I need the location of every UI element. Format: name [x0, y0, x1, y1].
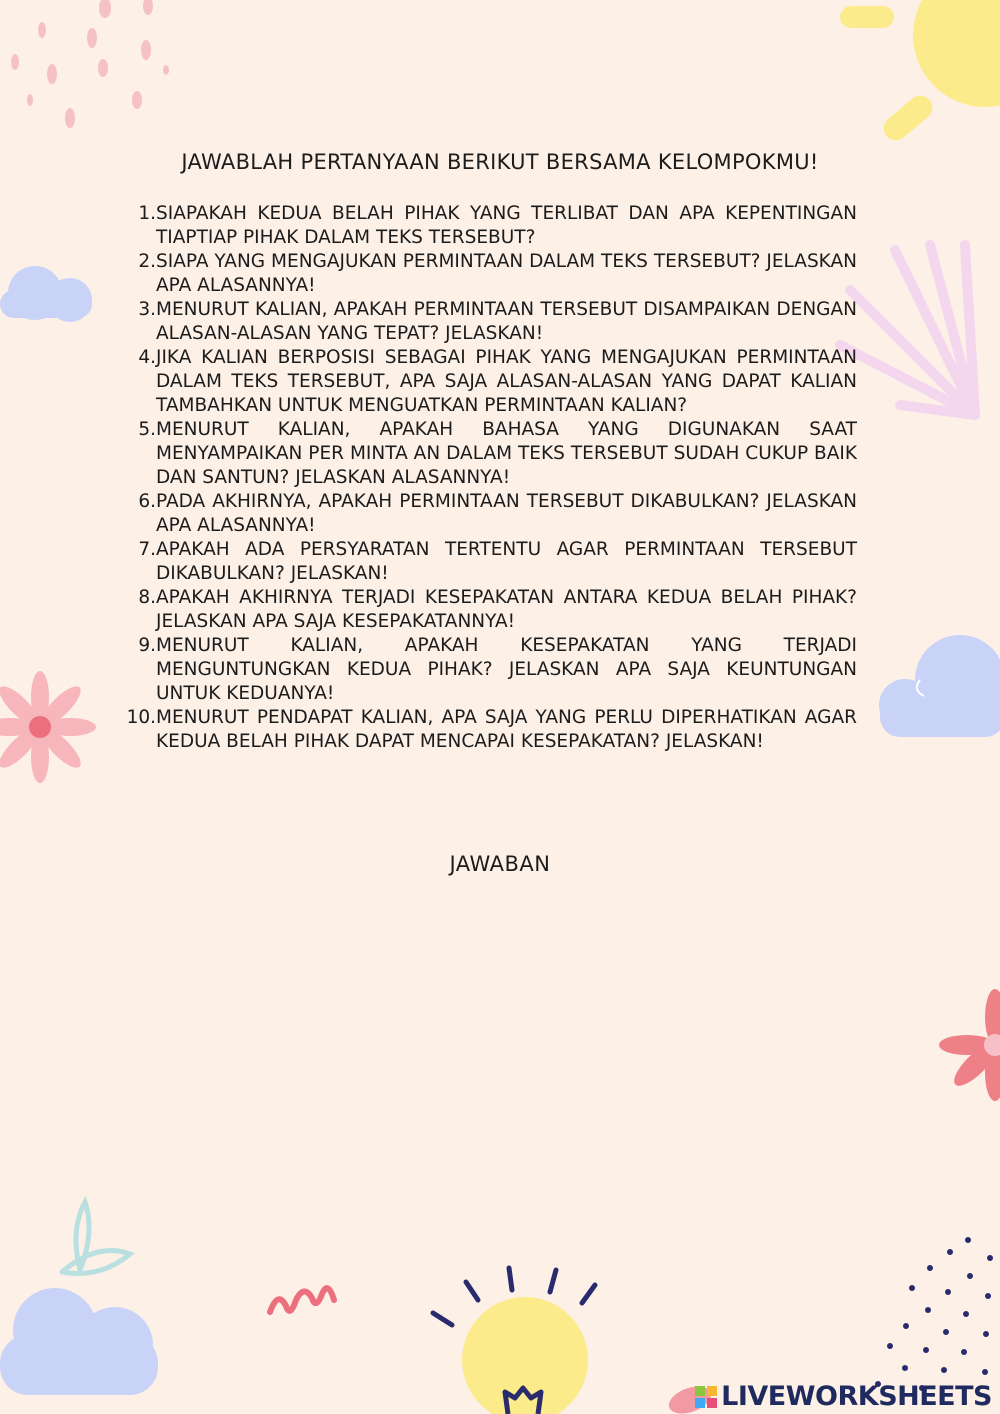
question-number: 3.: [138, 299, 156, 320]
question-item: [120, 538, 857, 586]
raindrops-decoration: [11, 0, 169, 128]
liveworksheets-logo-icon: [695, 1386, 717, 1408]
question-item: [120, 202, 857, 250]
question-item: [120, 586, 857, 634]
question-text: MENURUT KALIAN, APAKAH KESEPAKATAN YANG TERJADI MENGUNTUNGKAN KEDUA PIHAK? JELASKAN APA SAJA KEUNTUNGAN UNTUK KEDUANYA!: [156, 635, 857, 704]
sun-decoration-bottom: [433, 1268, 595, 1414]
rays-decoration: [840, 245, 975, 415]
question-text: JIKA KALIAN BERPOSISI SEBAGAI PIHAK YANG MENGAJUKAN PERMINTAAN DALAM TEKS TERSEBUT, APA SAJA ALASAN-ALASAN YANG DAPAT KALIAN TAMBAHKAN UNTUK MENGUATKAN PERMINTAAN KALIAN?: [156, 347, 857, 416]
question-number: 8.: [138, 587, 156, 608]
question-text: APAKAH ADA PERSYARATAN TERTENTU AGAR PERMINTAAN TERSEBUT DIKABULKAN? JELASKAN!: [156, 539, 857, 584]
sun-decoration-top: [840, 0, 1000, 145]
cloud-decoration-left: [0, 266, 92, 322]
question-number: 1.: [138, 203, 156, 224]
question-text: SIAPA YANG MENGAJUKAN PERMINTAAN DALAM TEKS TERSEBUT? JELASKAN APA ALASANNYA!: [156, 251, 857, 296]
dots-decoration: [875, 1237, 993, 1391]
question-number: 9.: [138, 635, 156, 656]
question-item: [120, 346, 857, 418]
question-text: MENURUT KALIAN, APAKAH BAHASA YANG DIGUNAKAN SAAT MENYAMPAIKAN PER MINTA AN DALAM TEKS TERSEBUT SUDAH CUKUP BAIK DAN SANTUN? JELASKAN ALASANNYA!: [156, 419, 857, 488]
question-item: [120, 634, 857, 706]
question-item: [120, 250, 857, 298]
question-item: [120, 490, 857, 538]
question-list: [120, 202, 857, 754]
question-number: 6.: [138, 491, 156, 512]
question-number: 4.: [138, 347, 156, 368]
question-text: PADA AKHIRNYA, APAKAH PERMINTAAN TERSEBUT DIKABULKAN? JELASKAN APA ALASANNYA!: [156, 491, 857, 536]
worksheet-title: JAWABLAH PERTANYAAN BERIKUT BERSAMA KELOMPOKMU!: [181, 150, 819, 174]
flower-decoration-right: [939, 989, 1000, 1101]
sprout-decoration: [62, 1202, 130, 1274]
question-item: [120, 706, 857, 754]
question-item: [120, 298, 857, 346]
question-text: SIAPAKAH KEDUA BELAH PIHAK YANG TERLIBAT DAN APA KEPENTINGAN TIAPTIAP PIHAK DALAM TEKS TERSEBUT?: [156, 203, 857, 248]
question-item: [120, 418, 857, 490]
question-number: 10.: [126, 707, 156, 728]
cloud-decoration-right: [879, 635, 1000, 737]
question-number: 5.: [138, 419, 156, 440]
question-text: MENURUT PENDAPAT KALIAN, APA SAJA YANG PERLU DIPERHATIKAN AGAR KEDUA BELAH PIHAK DAPAT MENCAPAI KESEPAKATAN? JELASKAN!: [156, 707, 857, 752]
brand-watermark: [695, 1381, 992, 1412]
squiggle-decoration: [270, 1288, 334, 1312]
question-text: APAKAH AKHIRNYA TERJADI KESEPAKATAN ANTARA KEDUA BELAH PIHAK? JELASKAN APA SAJA KESEPAKATANNYA!: [156, 587, 857, 632]
answer-heading: JAWABAN: [449, 852, 551, 876]
question-number: 7.: [138, 539, 156, 560]
brand-text: LIVEWORKSHEETS: [721, 1381, 992, 1412]
cloud-decoration-bottom: [0, 1288, 158, 1395]
flower-decoration-left: [0, 671, 96, 783]
question-number: 2.: [138, 251, 156, 272]
question-text: MENURUT KALIAN, APAKAH PERMINTAAN TERSEBUT DISAMPAIKAN DENGAN ALASAN-ALASAN YANG TEPAT? JELASKAN!: [156, 299, 857, 344]
